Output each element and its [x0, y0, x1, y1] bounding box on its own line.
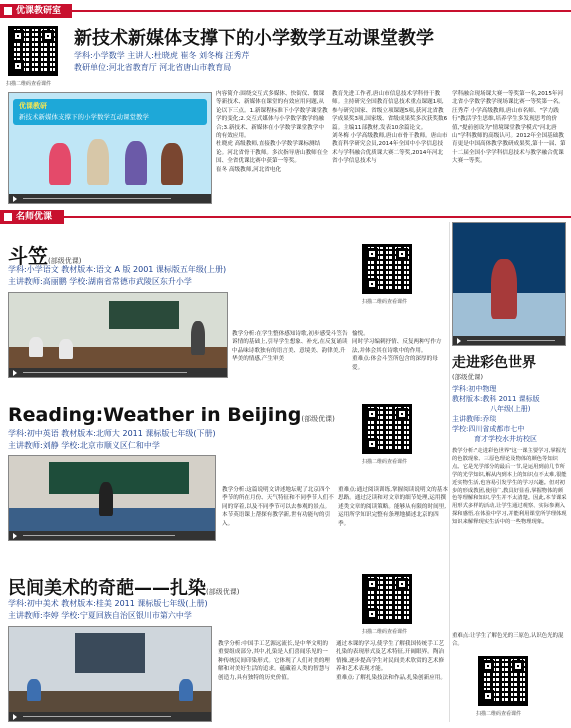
top-meta-line2: 教研单位:河北省教育厅 河北省唐山市教育局	[74, 63, 232, 72]
qr-caption: 扫描二维码查看课件	[476, 711, 522, 717]
section-divider	[64, 216, 571, 218]
top-intro-col3: 学科融合现场课大赛一等奖第一名,2015年河北省小学数学教学现场课比赛一等奖第一名。 汪秀芹 小学高级教师,唐山市名师、"学力践行"教活学生思维,培养学生多发现思考的价值,"提前创设为"情境课堂教学模式"河北唐山"学科教师的高级认可。2012年全国基础教育更是中国高体教学教研成果奖,第十一届、第十二届全国小学学科信息技术与教学融合优课大赛一等奖。	[452, 91, 566, 165]
column-divider	[449, 222, 450, 722]
lesson-analysis: 教学分析:在学生整体感知诗歌,初步感受斗笠告诉情的基础上,引导学生想象、补充,在反复诵读中品味诗歌独有的语言美、意境美、韵律美,升华美的情感,产生审美	[232, 331, 348, 363]
lesson-analysis: 重难点:通过阅读训练,掌握阅读说明文的基本思路。通过泛读和对文章的细节处理,运用撰述类文章的阅读策略。能够从有限的时间里,运用所学知识完整有条理地描述北京的四季。	[338, 487, 448, 527]
sidebar-key-points: 重难点:让学生了解色光的三原色,认识色光的混合。	[452, 633, 564, 648]
top-meta-line1: 学科:小学数学 主讲人:杜晓虎 崔冬 刘冬梅 汪秀芹	[74, 51, 250, 60]
qr-caption: 扫描二维码查看课件	[362, 629, 408, 635]
qr-code-lesson3[interactable]	[362, 574, 412, 624]
teacher-figure	[99, 482, 113, 516]
play-icon[interactable]	[13, 714, 17, 720]
video-player-bar[interactable]	[9, 368, 227, 377]
lesson-title	[8, 404, 335, 426]
qr-code-sidebar[interactable]	[478, 656, 528, 706]
qr-caption: 扫描二维码查看课件	[6, 81, 52, 87]
lesson-analysis: 教学分析:这篇说明文讲述地坛呢了北京四个季节的所在月份、天气特征和不同季节人们不同的穿着,以及不同季节可以去参观的景点。本节英语课上帮探有教学新,世有功能句的引入。	[222, 487, 334, 527]
presenter-figure	[49, 143, 71, 185]
section-bar-recommend	[0, 210, 64, 224]
video-banner-top: 优课教研	[19, 102, 47, 110]
sidebar-info-line: 学校:四川省成都市七中	[452, 425, 525, 433]
sidebar-tag: (部级优课)	[452, 373, 484, 381]
lesson-meta-line2: 主讲教师:高丽鹏 学校:湖南省常德市武陵区东升小学	[8, 277, 192, 286]
lesson-meta-line2: 主讲教师:李婷 学校:宁夏回族自治区银川市第六中学	[8, 611, 192, 620]
classroom-board	[109, 301, 179, 329]
sidebar-title: 走进彩色世界	[452, 355, 536, 371]
sidebar-info-line: 学科:初中物理	[452, 385, 497, 393]
lesson-tag: (部级优课)	[206, 588, 240, 596]
progress-bar[interactable]	[467, 340, 555, 341]
qr-caption: 扫描二维码查看课件	[362, 459, 408, 465]
play-icon[interactable]	[13, 196, 17, 202]
student-figure	[179, 679, 193, 701]
top-intro-col2: 教育先进工作者,唐山市信息技术学科骨干教师。主持研究全国教育信息技术重点课题1项,参与研究国家、省级立项课题5项,获河北省教学成果奖3项,国家级、省级成果奖多次获奖数6篇。主编11部教材,发表10余篇论文。 刘冬梅 小学高级教师,唐山市骨干教师。唐山市教育科学研究会员,2014年全国中小学信息技术与学科融合优质课大赛二等奖,2014年河北省小学信息技术与	[332, 91, 448, 165]
video-thumbnail-sidebar[interactable]	[452, 222, 566, 346]
sidebar-info-line: 育才学校水井坊校区	[474, 435, 537, 443]
section-bar-label: 优课教研室	[16, 6, 62, 16]
video-thumbnail-lesson3[interactable]	[8, 626, 212, 722]
progress-bar[interactable]	[23, 198, 171, 199]
progress-bar[interactable]	[23, 535, 175, 536]
presenter-figure	[161, 143, 183, 185]
classroom-board	[49, 462, 189, 494]
lesson-meta-line1: 学科:初中美术 教材版本:桂美 2011 课标版七年级(上册)	[8, 599, 208, 608]
video-banner-title: 新技术新媒体支撑下的小学数学互动课堂教学	[19, 113, 149, 121]
sidebar-analysis: 教学分析:"走进彩色世界"这一课主要学习,掌握光的色散现象、三原色理论及物体的颜色等知识点。它是光学部分的最后一节,是运用到前几节所学的光学知识,解从内到本上的知识点不太难,很能近实物生活,也容易引发学生的学习兴趣。但对初步的形成教团,使用广,教具好显看,掌握物体的颜色等理解和知识,学生并不太清楚。因此,本节课采用形式多样的活动,让学生通过观察、实际参测入探和感悟,在体验中学习,并能利用课堂所学理体现知识来解释现实生活中的一些物理现象。	[452, 448, 567, 526]
teacher-figure	[191, 321, 205, 355]
top-intro-col1: 内容简介:围绕交互式多媒体、快街仪、微课等新技术、新媒体在课堂的有效应用问题,从论以下三点。1.新课程标准下小学数学课堂教学的变化;2.交互式媒体与小学数学教学的融合;3.新技术、新媒体在小学数学课堂教学中的有效应用。 杜晓虎 高级教师,直接教小学数学课标测结论。河北省骨干教师。多次指导唐山教师在全国、全省优课比赛中获第一等奖。 崔冬 高级教师,河北省电化	[216, 91, 328, 173]
video-player-bar[interactable]	[9, 712, 211, 721]
section-divider	[72, 10, 571, 12]
progress-bar[interactable]	[23, 716, 171, 717]
student-figure	[29, 337, 43, 357]
video-thumbnail-lesson2[interactable]	[8, 455, 216, 541]
play-icon[interactable]	[13, 370, 17, 376]
lesson-title	[8, 574, 239, 600]
lesson-analysis: 教学分析:中国手工艺源远流长,是中华文明的重要组成部分,其中,扎染是人们喜闻乐见的一种传统民间印染形式。它体现了人们对美的理解和对美好生活的追求。蕴藏着人类的智慧与创造力,具有独特的历史价值。	[218, 641, 330, 681]
qr-code-top[interactable]	[8, 26, 58, 76]
lesson-tag: (部级优课)	[48, 257, 82, 265]
lesson-meta-line2: 主讲教师:刘静 学校:北京市顺义区仁和中学	[8, 441, 160, 450]
video-player-bar[interactable]	[9, 194, 211, 203]
qr-code-lesson1[interactable]	[362, 244, 412, 294]
lesson-meta-line1: 学科:小学语文 教材版本:语文 A 版 2001 课标版五年级(上册)	[8, 265, 227, 274]
video-player-bar[interactable]	[453, 336, 565, 345]
teacher-figure	[491, 259, 517, 319]
video-thumbnail-top[interactable]	[8, 92, 212, 204]
video-player-bar[interactable]	[9, 531, 215, 540]
sidebar-info-line: 教材版本:教科 2011 课标版	[452, 395, 540, 403]
video-thumbnail-lesson1[interactable]	[8, 292, 228, 378]
play-icon[interactable]	[457, 338, 461, 344]
section-square-icon	[4, 7, 12, 15]
lesson-title-text: 民间美术的奇葩——扎染	[8, 578, 206, 599]
video-banner	[13, 99, 207, 125]
presenter-figure	[87, 139, 109, 185]
progress-bar[interactable]	[23, 372, 187, 373]
section-bar-top	[0, 4, 72, 18]
play-icon[interactable]	[13, 533, 17, 539]
lesson-title-text: Reading:Weather in Beijing	[8, 404, 302, 426]
sidebar-info-line: 八年级(上册)	[490, 405, 531, 413]
student-figure	[59, 339, 73, 359]
classroom-screen	[75, 633, 145, 673]
sidebar-info	[452, 384, 568, 444]
student-figure	[27, 679, 41, 701]
page-title: 新技术新媒体支撑下的小学数学互动课堂教学	[74, 28, 434, 49]
lesson-analysis: 愉悦。 同时学习编刺抒情、反复两种写作方法,并体会其在诗歌中的作用。 重难点:体会斗笠所包含的深厚的母爱。	[352, 331, 442, 371]
qr-code-lesson2[interactable]	[362, 404, 412, 454]
sidebar-info-line: 主讲教师:乔琰	[452, 415, 497, 423]
presenter-figure	[125, 141, 147, 185]
section-bar-label: 名师优课	[16, 212, 53, 222]
lesson-meta-line1: 学科:初中英语 教材版本:北师大 2011 课标版七年级(下册)	[8, 429, 216, 438]
lesson-analysis: 通过本课的学习,使学生了解我国传统手工艺扎染的表现形式及艺术特征,开阔眼界。陶冶情操,逐步提高学生对民间美术欣赏的艺术修养和艺术表现才能。 重难点:了解扎染技法和作品,扎染创新应用。	[336, 641, 446, 681]
lesson-tag: (部级优课)	[301, 415, 335, 423]
lesson-title-text: 斗笠	[8, 244, 48, 268]
qr-caption: 扫描二维码查看课件	[362, 299, 408, 305]
section-square-icon	[4, 213, 12, 221]
